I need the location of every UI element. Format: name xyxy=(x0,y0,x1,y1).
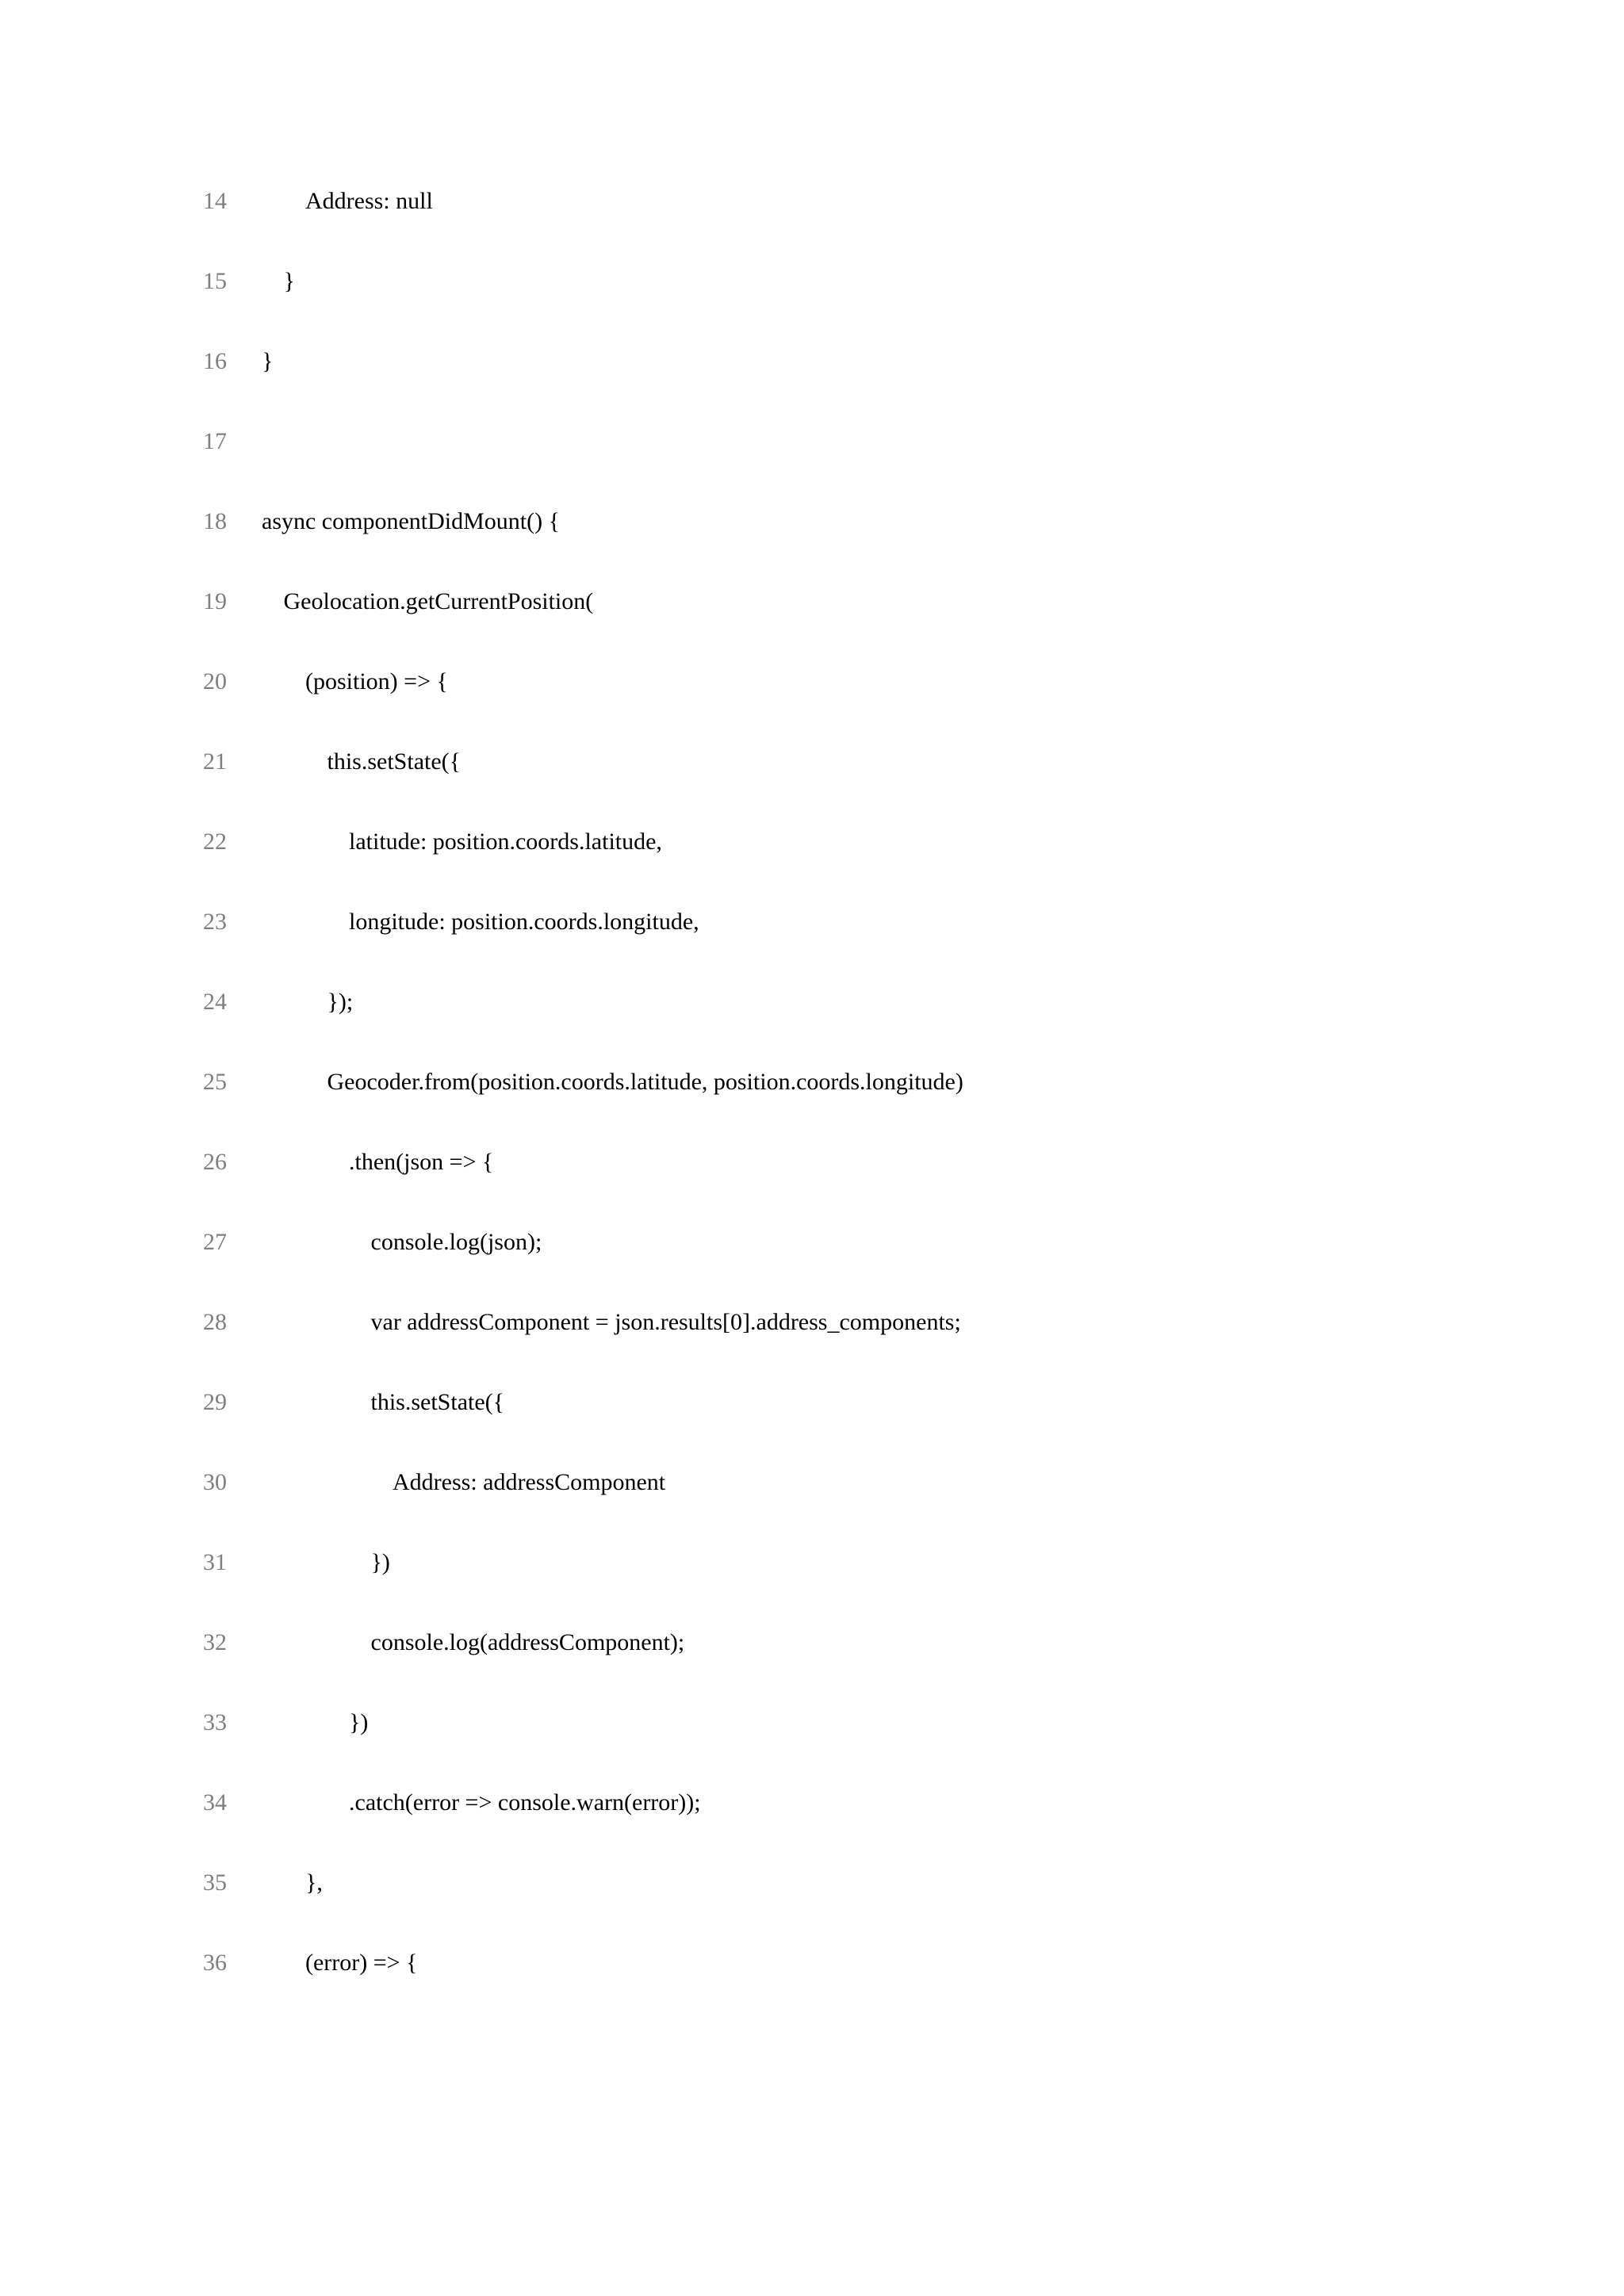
line-code-text: var addressComponent = json.results[0].address_components; xyxy=(370,1309,961,1335)
line-number: 26 xyxy=(203,1149,227,1175)
line-number: 33 xyxy=(203,1709,227,1735)
code-line xyxy=(0,1947,1624,2027)
code-line xyxy=(0,586,1624,666)
line-code-text: Address: addressComponent xyxy=(393,1469,666,1495)
line-code-text: latitude: position.coords.latitude, xyxy=(349,828,662,855)
line-number: 15 xyxy=(203,268,227,294)
line-code-text: }, xyxy=(305,1869,323,1896)
line-number: 32 xyxy=(203,1629,227,1655)
line-number: 14 xyxy=(203,188,227,214)
line-number: 28 xyxy=(203,1309,227,1335)
code-line xyxy=(0,746,1624,826)
code-line xyxy=(0,186,1624,266)
code-line xyxy=(0,1146,1624,1226)
code-line xyxy=(0,1387,1624,1467)
line-number: 25 xyxy=(203,1069,227,1095)
line-number: 18 xyxy=(203,508,227,534)
code-line xyxy=(0,1547,1624,1627)
line-code-text: (position) => { xyxy=(305,668,448,695)
line-code-text: }) xyxy=(349,1709,369,1735)
line-number: 19 xyxy=(203,588,227,614)
line-number: 22 xyxy=(203,828,227,855)
line-number: 29 xyxy=(203,1389,227,1415)
line-code-text: (error) => { xyxy=(305,1950,418,1976)
line-number: 31 xyxy=(203,1549,227,1575)
code-line xyxy=(0,266,1624,346)
line-code-text: async componentDidMount() { xyxy=(262,508,560,534)
code-line xyxy=(0,1787,1624,1867)
code-listing xyxy=(0,186,1624,2027)
code-line xyxy=(0,426,1624,506)
code-line xyxy=(0,506,1624,586)
line-code-text: } xyxy=(283,268,295,294)
line-number: 24 xyxy=(203,989,227,1015)
code-line xyxy=(0,666,1624,746)
line-code-text: } xyxy=(262,348,274,374)
line-number: 30 xyxy=(203,1469,227,1495)
line-number: 21 xyxy=(203,748,227,775)
line-number: 27 xyxy=(203,1229,227,1255)
line-code-text: Geolocation.getCurrentPosition( xyxy=(283,588,594,614)
line-number: 36 xyxy=(203,1950,227,1976)
line-code-text: .catch(error => console.warn(error)); xyxy=(349,1789,701,1816)
code-line xyxy=(0,906,1624,986)
line-code-text: this.setState({ xyxy=(370,1389,505,1415)
line-code-text: console.log(json); xyxy=(370,1229,542,1255)
line-code-text: }); xyxy=(327,989,354,1015)
line-number: 17 xyxy=(203,428,227,454)
line-code-text: this.setState({ xyxy=(327,748,462,775)
line-code-text: .then(json => { xyxy=(349,1149,494,1175)
line-number: 23 xyxy=(203,909,227,935)
line-code-text: console.log(addressComponent); xyxy=(370,1629,685,1655)
line-number: 20 xyxy=(203,668,227,695)
line-code-text: Geocoder.from(position.coords.latitude, position.coords.longitude) xyxy=(327,1069,963,1095)
code-line xyxy=(0,826,1624,906)
line-number: 34 xyxy=(203,1789,227,1816)
line-code-text: }) xyxy=(370,1549,390,1575)
line-code-text: longitude: position.coords.longitude, xyxy=(349,909,699,935)
code-line xyxy=(0,986,1624,1066)
code-line xyxy=(0,1707,1624,1787)
line-number: 35 xyxy=(203,1869,227,1896)
code-line xyxy=(0,1627,1624,1707)
code-line xyxy=(0,1307,1624,1387)
code-line xyxy=(0,1467,1624,1547)
line-code-text: Address: null xyxy=(305,188,433,214)
code-line xyxy=(0,1867,1624,1947)
code-line xyxy=(0,1066,1624,1146)
line-number: 16 xyxy=(203,348,227,374)
code-line xyxy=(0,346,1624,426)
code-line xyxy=(0,1226,1624,1307)
